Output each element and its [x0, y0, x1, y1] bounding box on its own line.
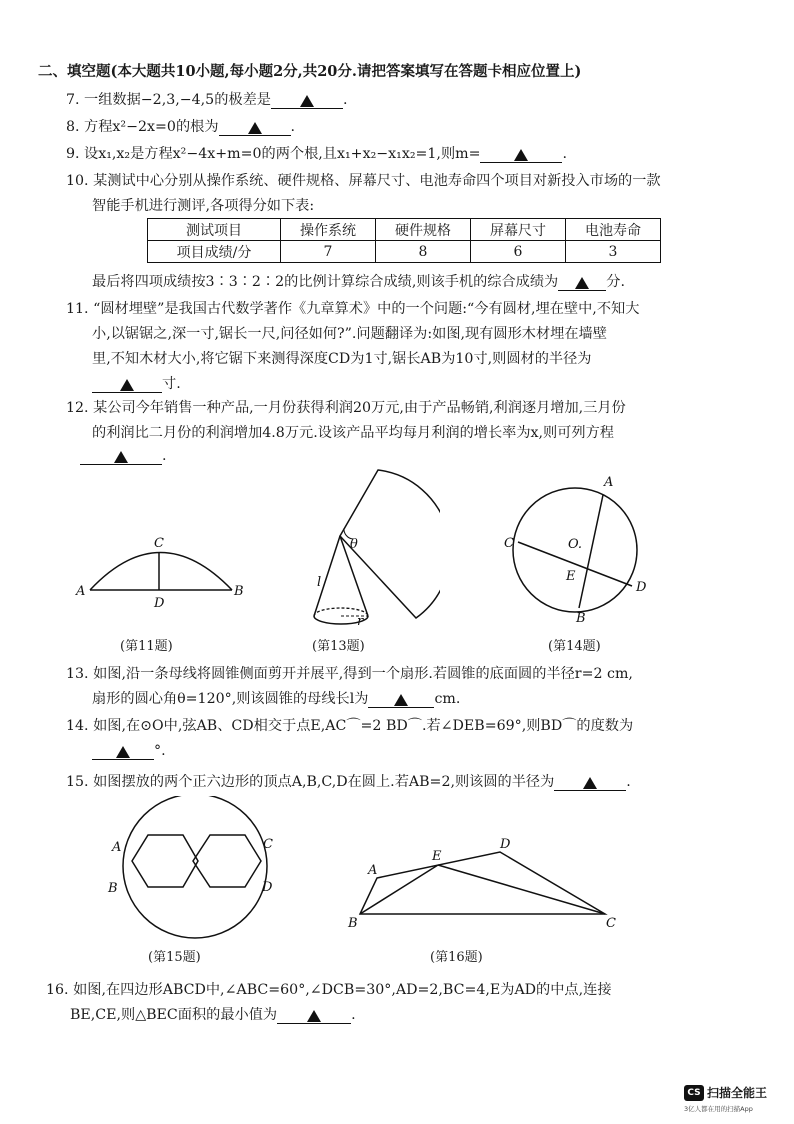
scanner-brand: 扫描全能王	[707, 1086, 768, 1100]
q14-end: °.	[154, 743, 166, 759]
label-theta: θ	[350, 537, 358, 552]
table-cell: 7	[281, 241, 376, 263]
question-8	[66, 117, 295, 137]
q16-line1: 16. 如图,在四边形ABCD中,∠ABC=60°,∠DCB=30°,AD=2,BC=4,E为AD的中点,连接	[46, 982, 612, 998]
question-9	[66, 144, 567, 164]
answer-triangle-icon	[514, 149, 528, 161]
q13-text: 扇形的圆心角θ=120°,则该圆锥的母线长l为	[92, 691, 369, 707]
q10-line1: 10. 某测试中心分别从操作系统、硬件规格、屏幕尺寸、电池寿命四个项目对新投入市场的一款	[66, 173, 661, 189]
figure-11	[70, 520, 250, 610]
q11-line1: 11. “圆材埋壁”是我国古代数学著作《九章算术》中的一个问题:“今有圆材,埋在壁中,不知大	[66, 301, 640, 317]
answer-triangle-icon	[583, 777, 597, 789]
answer-triangle-icon	[120, 379, 134, 391]
label-E: E	[566, 569, 576, 584]
table-cell: 项目成绩/分	[148, 241, 281, 263]
q7-text: 7. 一组数据−2,3,−4,5的极差是	[66, 92, 271, 108]
table-row	[148, 241, 661, 263]
answer-triangle-icon	[575, 277, 589, 289]
q12-line3: .	[80, 446, 167, 466]
answer-triangle-icon	[116, 746, 130, 758]
answer-blank	[554, 774, 626, 791]
table-cell: 操作系统	[281, 219, 376, 241]
cs-badge-icon: CS	[684, 1085, 704, 1101]
answer-blank	[80, 448, 162, 465]
caption-15: (第15题)	[148, 950, 201, 965]
answer-blank	[219, 119, 291, 136]
answer-triangle-icon	[300, 95, 314, 107]
caption-11: (第11题)	[120, 639, 173, 654]
q10-line3-end: 分.	[606, 274, 625, 290]
label-l: l	[317, 575, 322, 590]
scanner-logo	[684, 1082, 767, 1101]
label-C: C	[154, 536, 164, 551]
q8-text: 8. 方程x²−2x=0的根为	[66, 119, 219, 135]
label-r: r	[357, 614, 364, 629]
label-B: B	[576, 611, 586, 626]
answer-blank	[271, 92, 343, 109]
label-O: O.	[568, 537, 583, 552]
label-A: A	[112, 840, 122, 855]
answer-triangle-icon	[248, 122, 262, 134]
q11-end: 寸.	[162, 376, 181, 392]
answer-triangle-icon	[114, 451, 128, 463]
q16-text: BE,CE,则△BEC面积的最小值为	[70, 1007, 278, 1023]
caption-14: (第14题)	[548, 639, 601, 654]
answer-blank	[368, 691, 434, 708]
label-A: A	[368, 863, 378, 878]
figure-13	[300, 468, 440, 638]
table-cell: 测试项目	[148, 219, 281, 241]
label-D: D	[636, 580, 647, 595]
q13-end: cm.	[434, 691, 461, 707]
answer-blank	[558, 274, 606, 291]
question-7	[66, 90, 347, 110]
figure-14	[500, 470, 650, 630]
score-table	[147, 218, 661, 263]
label-B: B	[234, 584, 244, 599]
label-B: B	[348, 916, 358, 931]
question-15	[66, 772, 631, 792]
q7-end: .	[342, 92, 348, 108]
label-D: D	[500, 837, 511, 852]
q10-line3-text: 最后将四项成绩按3∶3∶2∶2的比例计算综合成绩,则该手机的综合成绩为	[92, 274, 559, 290]
q12-line2: 的利润比二月份的利润增加4.8万元.设该产品平均每月利润的增长率为x,则可列方程	[92, 425, 614, 441]
table-cell: 电池寿命	[566, 219, 661, 241]
label-D: D	[154, 596, 165, 610]
label-B: B	[108, 881, 118, 896]
label-E: E	[432, 849, 442, 864]
table-cell: 硬件规格	[376, 219, 471, 241]
section-title: 二、填空题(本大题共10小题,每小题2分,共20分.请把答案填写在答题卡相应位置上)	[38, 63, 582, 80]
table-cell: 6	[471, 241, 566, 263]
q12-line1: 12. 某公司今年销售一种产品,一月份获得利润20万元,由于产品畅销,利润逐月增加,三月份	[66, 400, 626, 416]
answer-blank	[92, 376, 162, 393]
q8-end: .	[290, 119, 296, 135]
caption-13: (第13题)	[312, 639, 365, 654]
table-cell: 3	[566, 241, 661, 263]
q14-line1: 14. 如图,在⊙O中,弦AB、CD相交于点E,AC⌒=2 BD⌒.若∠DEB=69°,则BD⌒的度数为	[66, 718, 634, 734]
scanner-slogan: 3亿人都在用的扫描App	[684, 1105, 753, 1113]
label-A: A	[604, 475, 614, 490]
figure-15	[100, 796, 290, 946]
answer-triangle-icon	[394, 694, 408, 706]
figure-16	[340, 832, 630, 932]
table-header-row	[148, 219, 661, 241]
q14-line2	[92, 741, 166, 761]
label-C: C	[263, 837, 273, 852]
label-C: C	[606, 916, 616, 931]
label-C: C	[504, 536, 514, 551]
q15-text: 15. 如图摆放的两个正六边形的顶点A,B,C,D在圆上.若AB=2,则该圆的半径为	[66, 774, 555, 790]
q13-line1: 13. 如图,沿一条母线将圆锥侧面剪开并展平,得到一个扇形.若圆锥的底面圆的半径r=2 cm,	[66, 666, 633, 682]
q10-line2: 智能手机进行测评,各项得分如下表:	[92, 198, 315, 214]
q16-line2	[70, 1005, 356, 1025]
label-A: A	[76, 584, 86, 599]
answer-triangle-icon	[307, 1010, 321, 1022]
table-cell: 屏幕尺寸	[471, 219, 566, 241]
answer-blank	[92, 743, 154, 760]
q15-end: .	[626, 774, 631, 790]
q16-end: .	[351, 1007, 356, 1023]
q9-text: 9. 设x₁,x₂是方程x²−4x+m=0的两个根,且x₁+x₂−x₁x₂=1,则m=	[66, 146, 481, 162]
q13-line2	[92, 689, 460, 709]
q10-line3	[92, 272, 625, 292]
q11-line2: 小,以锯锯之,深一寸,锯长一尺,问径如何?”.问题翻译为:如图,现有圆形木材埋在墙壁	[92, 326, 607, 342]
label-D: D	[262, 880, 273, 895]
answer-blank	[277, 1007, 351, 1024]
q11-line4	[92, 374, 181, 394]
q9-end: .	[562, 146, 567, 162]
answer-blank	[480, 146, 562, 163]
table-cell: 8	[376, 241, 471, 263]
caption-16: (第16题)	[430, 950, 483, 965]
q11-line3: 里,不知木材大小,将它锯下来测得深度CD为1寸,锯长AB为10寸,则圆材的半径为	[92, 351, 592, 367]
